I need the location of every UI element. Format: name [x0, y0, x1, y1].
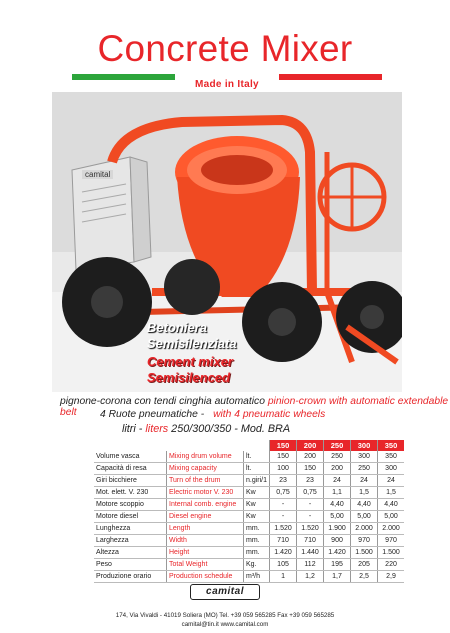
spec-row	[94, 547, 404, 559]
spec-label-en: Total Weight	[167, 559, 244, 571]
spec-row	[94, 559, 404, 571]
logo-text: camital	[190, 584, 260, 600]
spec-value: 970	[351, 535, 378, 547]
spec-value: 1,7	[324, 571, 351, 583]
spec-value: 1,5	[378, 487, 405, 499]
spec-value: 1,2	[297, 571, 324, 583]
spec-value: 0,75	[270, 487, 297, 499]
spec-unit: n.giri/1	[244, 475, 270, 487]
spec-value: 970	[378, 535, 405, 547]
description-line-3	[122, 423, 450, 435]
spec-value: -	[297, 499, 324, 511]
spec-value: 220	[378, 559, 405, 571]
spec-row	[94, 571, 404, 583]
spec-header-row	[94, 440, 404, 451]
model-header: 300	[351, 440, 378, 451]
spec-label-it: Mot. elett. V. 230	[94, 487, 167, 499]
spec-value: 5,00	[378, 511, 405, 523]
spec-value: 900	[324, 535, 351, 547]
spec-row	[94, 523, 404, 535]
spec-label-it: Lunghezza	[94, 523, 167, 535]
description-line-2	[100, 409, 450, 420]
spec-label-it: Giri bicchiere	[94, 475, 167, 487]
spec-value: 0,75	[297, 487, 324, 499]
spec-value: 200	[324, 463, 351, 475]
spec-value: 23	[270, 475, 297, 487]
spec-value: 2.000	[351, 523, 378, 535]
spec-value: 112	[297, 559, 324, 571]
spec-unit: lt.	[244, 463, 270, 475]
spec-unit: Kw	[244, 487, 270, 499]
spec-value: 1	[270, 571, 297, 583]
spec-label-en: Width	[167, 535, 244, 547]
spec-value: 1.900	[324, 523, 351, 535]
spec-value: 250	[324, 451, 351, 463]
spec-row	[94, 463, 404, 475]
footer-contacts: camital@tin.it www.camital.com	[181, 621, 269, 628]
spec-row	[94, 451, 404, 463]
spec-value: 710	[297, 535, 324, 547]
spec-row	[94, 487, 404, 499]
spec-unit: lt.	[244, 451, 270, 463]
flag-green-stripe	[72, 74, 175, 80]
description-line-1-en: pinion-crown with automatic extendable belt	[60, 396, 449, 418]
spec-label-it: Produzione orario	[94, 571, 167, 583]
spec-value: 1.500	[351, 547, 378, 559]
spec-label-it: Capacità di resa	[94, 463, 167, 475]
spec-value: 1.420	[270, 547, 297, 559]
spec-row	[94, 511, 404, 523]
description-line-3-en: liters	[145, 423, 169, 435]
spec-value: 195	[324, 559, 351, 571]
spec-label-en: Height	[167, 547, 244, 559]
spec-value: 1.420	[324, 547, 351, 559]
spec-row	[94, 475, 404, 487]
spec-label-en: Mixing drum volume	[167, 451, 244, 463]
spec-value: 205	[351, 559, 378, 571]
spec-value: 1.500	[378, 547, 405, 559]
model-header: 250	[324, 440, 351, 451]
spec-unit: mm.	[244, 547, 270, 559]
spec-label-it: Motore diesel	[94, 511, 167, 523]
spec-label-en: Internal comb. engine	[167, 499, 244, 511]
spec-value: 1.440	[297, 547, 324, 559]
label-semisilenziata: Semisilenziata	[147, 336, 237, 351]
spec-value: 23	[297, 475, 324, 487]
label-betoniera: Betoniera	[147, 320, 207, 335]
spec-value: -	[270, 511, 297, 523]
brand-plate: camital	[82, 170, 113, 179]
spec-value: -	[297, 511, 324, 523]
spec-value: 2,9	[378, 571, 405, 583]
spec-label-it: Altezza	[94, 547, 167, 559]
description-line-2-it: 4 Ruote pneumatiche -	[100, 409, 205, 420]
spec-unit: m³/h	[244, 571, 270, 583]
spec-row	[94, 535, 404, 547]
made-in-italy-label: Made in Italy	[195, 79, 259, 90]
spec-value: 5,00	[351, 511, 378, 523]
spec-label-en: Production schedule	[167, 571, 244, 583]
spec-value: 4,40	[378, 499, 405, 511]
spec-label-it: Larghezza	[94, 535, 167, 547]
spec-value: 24	[351, 475, 378, 487]
spec-value: 350	[378, 451, 405, 463]
spec-label-en: Length	[167, 523, 244, 535]
model-header: 150	[270, 440, 297, 451]
spec-unit: mm.	[244, 523, 270, 535]
camital-logo	[190, 584, 262, 600]
spec-row	[94, 499, 404, 511]
spec-value: -	[270, 499, 297, 511]
spec-value: 2,5	[351, 571, 378, 583]
spec-label-it: Volume vasca	[94, 451, 167, 463]
spec-value: 1.520	[270, 523, 297, 535]
spec-unit: Kw	[244, 499, 270, 511]
spec-table	[94, 440, 404, 583]
spec-value: 105	[270, 559, 297, 571]
spec-value: 150	[297, 463, 324, 475]
spec-value: 710	[270, 535, 297, 547]
model-header: 200	[297, 440, 324, 451]
spec-label-en: Electric motor V. 230	[167, 487, 244, 499]
page-title: Concrete Mixer	[97, 28, 353, 69]
spec-value: 5,00	[324, 511, 351, 523]
label-cement-mixer: Cement mixer	[147, 354, 233, 369]
product-photo	[52, 92, 402, 392]
spec-value: 250	[351, 463, 378, 475]
spec-label-en: Diesel engine	[167, 511, 244, 523]
spec-unit: Kg.	[244, 559, 270, 571]
spec-value: 300	[351, 451, 378, 463]
spec-value: 24	[324, 475, 351, 487]
model-header: 350	[378, 440, 405, 451]
spec-label-en: Turn of the drum	[167, 475, 244, 487]
footer-address: 174, Via Vivaldi - 41019 Soliera (MO) Tel. +39 059 565285 Fax +39 059 565285	[115, 612, 335, 619]
spec-label-en: Mixing capacity	[167, 463, 244, 475]
spec-label-it: Motore scoppio	[94, 499, 167, 511]
spec-value: 300	[378, 463, 405, 475]
spec-value: 1,1	[324, 487, 351, 499]
spec-value: 150	[270, 451, 297, 463]
label-semisilenced: Semisilenced	[147, 370, 231, 385]
spec-unit: mm.	[244, 535, 270, 547]
description-line-3-it-a: litri -	[122, 423, 146, 435]
spec-value: 100	[270, 463, 297, 475]
description-line-2-en: with 4 pneumatic wheels	[213, 409, 326, 420]
spec-value: 24	[378, 475, 405, 487]
spec-value: 1.520	[297, 523, 324, 535]
description-line-1-it: pignone-corona con tendi cinghia automatico	[60, 396, 265, 407]
spec-label-it: Peso	[94, 559, 167, 571]
spec-value: 2.000	[378, 523, 405, 535]
spec-value: 4,40	[324, 499, 351, 511]
spec-value: 200	[297, 451, 324, 463]
spec-value: 1,5	[351, 487, 378, 499]
description-line-3-it-b: 250/300/350 - Mod. BRA	[168, 423, 291, 435]
spec-value: 4,40	[351, 499, 378, 511]
spec-unit: Kw	[244, 511, 270, 523]
